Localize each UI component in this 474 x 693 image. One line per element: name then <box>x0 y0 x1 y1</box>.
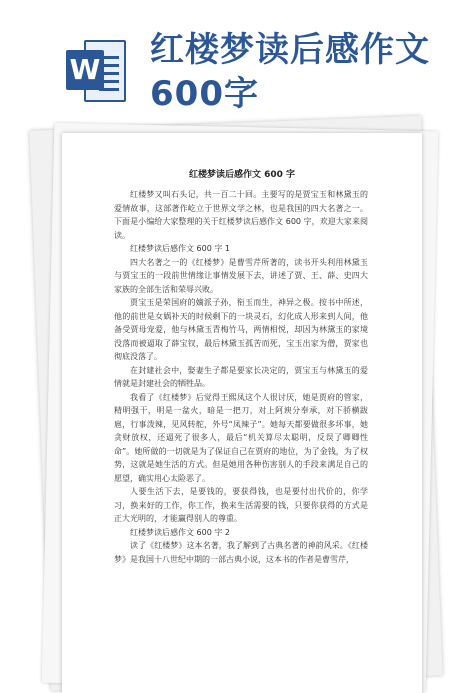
paragraph: 读了《红楼梦》这本名著，我了解到了古典名著的神韵风采。《红楼梦》是我国十八世纪中期的一部古典小说，这本书的作者是曹雪芹， <box>114 541 368 564</box>
document-body <box>114 188 368 566</box>
paragraph: 人要生活下去，是要钱的，要获得钱，也是要付出代价的，你学习，换来好的工作，你工作，换来生活需要的钱，只要你获得的方式是正大光明的，才能赢得别人的尊重。 <box>114 487 368 523</box>
paragraph: 我看了《红楼梦》后觉得王熙凤这个人很讨厌，她是贾府的管家，精明强干，明是一盆火，暗是一把刀，对上阿谀分奉承，对下骄横跋扈，行事泼辣，见风转舵，外号“凤辣子”。她每天都要做很多坏事，她贪财放权，还逼死了很多人，最后“机关算尽太聪明，反误了卿卿性命”。她所做的一切就是为了保证自己在贾府的地位，为了金钱，为了权势，这就是她生活的方式。但是她用各种伤害别人的手段来满足自己的愿望，确实用心太险恶了。 <box>114 392 368 483</box>
paragraph: 在封建社会中，娶妻生子都是要家长决定的，贾宝玉与林黛玉的爱情就是封建社会的牺牲品。 <box>114 365 368 388</box>
banner-title: 红楼梦读后感作文600字 <box>150 30 430 114</box>
document-page <box>62 133 422 693</box>
document-title: 红楼梦读后感作文 600 字 <box>188 170 296 180</box>
section-heading: 红楼梦读后感作文 600 字 1 <box>130 244 230 253</box>
section-heading: 红楼梦读后感作文 600 字 2 <box>130 527 230 537</box>
word-document-icon <box>66 40 126 102</box>
word-icon-badge: W <box>66 50 104 90</box>
paragraph: 红楼梦又叫石头记，共一百二十回。主要写的是贾宝玉和林黛玉的爱情故事，这部著作屹立于世界文学之林，也是我国的四大名著之一。下面是小编给大家整理的关于红楼梦读后感作文 600 字，欢迎大家来阅读。 <box>114 190 368 240</box>
paragraph: 贾宝玉是荣国府的嫡派子孙，衔玉而生，神异之极。按书中所述，他的前世是女娲补天的时候剩下的一块灵石，幻化成人形来到人间，他备受贾母宠爱，他与林黛玉青梅竹马，两情相悦，却因为林黛玉的家境没落而被逼取了薛宝钗，最后林黛玉孤苦而死，宝玉出家为僧，贾家也彻底没落了。 <box>114 298 368 361</box>
paragraph: 四大名著之一的《红楼梦》是曹雪芹所著的，读书开头利用林黛玉与贾宝玉的一段前世情缘让事情发展下去，讲述了贾、王、薛、史四大家族的全部生活和荣辱兴败。 <box>114 257 368 294</box>
